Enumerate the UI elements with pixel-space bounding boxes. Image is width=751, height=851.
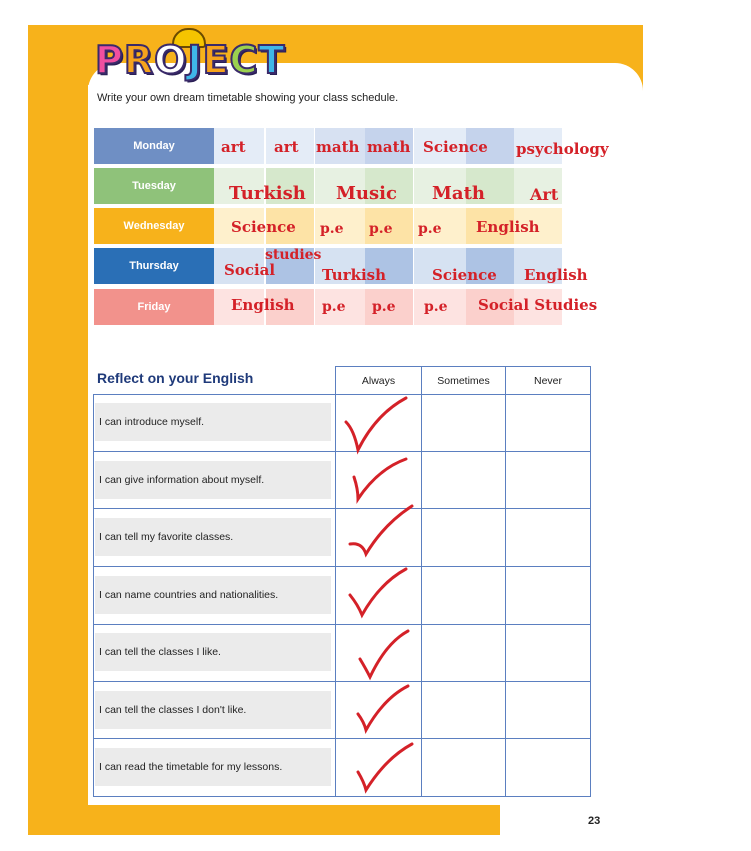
column-header-sometimes: Sometimes bbox=[437, 375, 490, 387]
checkmark-icon bbox=[352, 682, 414, 734]
timetable-entry: Turkish bbox=[322, 266, 387, 284]
timetable-entry: art bbox=[221, 138, 246, 156]
grid-line bbox=[93, 508, 591, 509]
timetable-entry: English bbox=[476, 218, 540, 236]
statement-row: I can tell the classes I like. bbox=[95, 633, 331, 671]
day-label-thursday: Thursday bbox=[94, 248, 214, 284]
timetable-entry: p.e bbox=[320, 221, 344, 237]
grid-line bbox=[93, 681, 591, 682]
timetable-entry: p.e bbox=[424, 299, 448, 315]
statement-row: I can tell my favorite classes. bbox=[95, 518, 331, 556]
logo-letter: E bbox=[202, 38, 230, 82]
timetable-entry: Turkish bbox=[229, 183, 306, 204]
column-header-never: Never bbox=[533, 375, 562, 387]
logo-letter: J bbox=[187, 38, 203, 82]
timetable-entry: p.e bbox=[369, 221, 393, 237]
project-logo bbox=[95, 38, 285, 82]
checkmark-icon bbox=[352, 627, 414, 683]
reflect-title: Reflect on your English bbox=[97, 370, 254, 386]
statement-row: I can give information about myself. bbox=[95, 461, 331, 499]
grid-line bbox=[505, 366, 506, 796]
grid-line bbox=[335, 366, 336, 796]
grid-line bbox=[421, 366, 422, 796]
grid-line bbox=[335, 366, 591, 367]
logo-letter: T bbox=[258, 38, 286, 82]
day-label-wednesday: Wednesday bbox=[94, 208, 214, 244]
day-label-tuesday: Tuesday bbox=[94, 168, 214, 204]
logo-letter: O bbox=[154, 38, 188, 82]
timetable-entry: Science bbox=[231, 218, 296, 236]
checkmark-icon bbox=[340, 392, 412, 456]
grid-line bbox=[93, 738, 591, 739]
page-number: 23 bbox=[588, 815, 601, 827]
timetable-entry: Social bbox=[224, 261, 276, 279]
timetable-entry: English bbox=[231, 296, 295, 314]
grid-line bbox=[93, 624, 591, 625]
timetable-entry: English bbox=[524, 266, 588, 284]
timetable-entry: Social Studies bbox=[478, 296, 598, 314]
timetable-entry: Math bbox=[432, 183, 485, 204]
logo-letter: P bbox=[95, 38, 124, 82]
timetable-entry: math bbox=[316, 138, 360, 156]
statement-row: I can introduce myself. bbox=[95, 403, 331, 441]
checkmark-icon bbox=[344, 455, 412, 505]
timetable-entry: studies bbox=[265, 247, 322, 263]
checkmark-icon bbox=[342, 565, 412, 621]
timetable-entry: p.e bbox=[322, 299, 346, 315]
day-label-friday: Friday bbox=[94, 289, 214, 325]
bottom-white-cut bbox=[500, 805, 643, 835]
column-header-always: Always bbox=[361, 375, 396, 387]
timetable-entry: Science bbox=[432, 266, 497, 284]
grid-line bbox=[590, 366, 591, 796]
statement-row: I can tell the classes I don't like. bbox=[95, 691, 331, 729]
grid-line bbox=[93, 394, 94, 796]
statement-row: I can name countries and nationalities. bbox=[95, 576, 331, 614]
statement-row: I can read the timetable for my lessons. bbox=[95, 748, 331, 786]
logo-letter: R bbox=[123, 38, 155, 82]
timetable-entry: psychology bbox=[516, 140, 609, 158]
logo-letter: C bbox=[229, 38, 259, 82]
timetable-entry: p.e bbox=[372, 299, 396, 315]
timetable-entry: p.e bbox=[418, 221, 442, 237]
grid-line bbox=[93, 796, 591, 797]
day-label-monday: Monday bbox=[94, 128, 214, 164]
timetable-entry: Music bbox=[336, 183, 397, 204]
timetable-entry: art bbox=[274, 138, 299, 156]
timetable-entry: Science bbox=[423, 138, 488, 156]
left-orange-band bbox=[28, 25, 88, 815]
timetable-entry: math bbox=[367, 138, 411, 156]
timetable-entry: Art bbox=[530, 185, 559, 204]
checkmark-icon bbox=[344, 502, 416, 560]
instruction-text: Write your own dream timetable showing your class schedule. bbox=[97, 92, 399, 104]
checkmark-icon bbox=[352, 740, 418, 796]
